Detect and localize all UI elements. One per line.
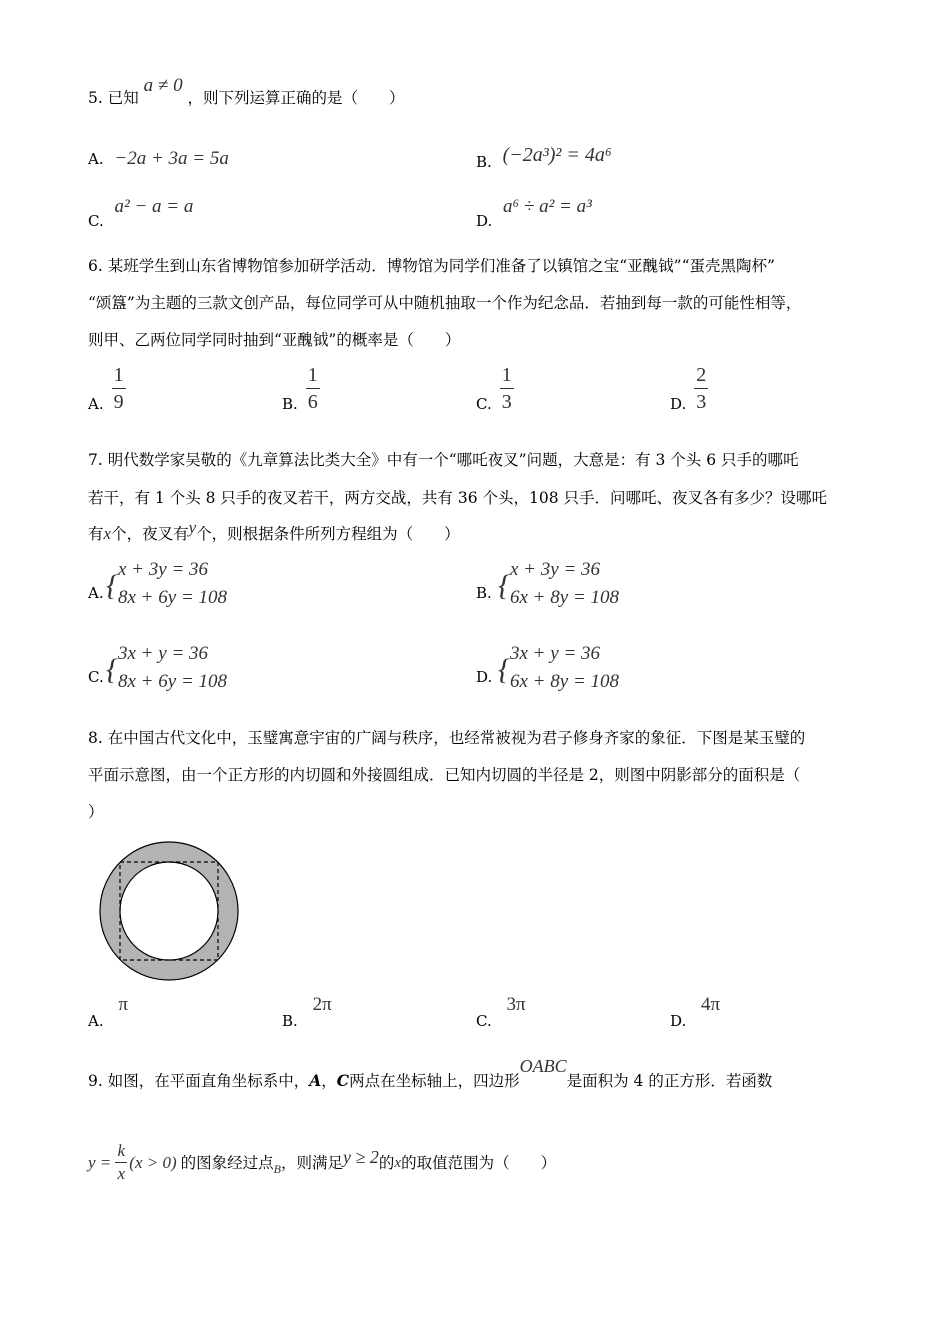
- q6-option-c[interactable]: [476, 364, 514, 413]
- fraction: $\frac{1}{3}$: [501, 364, 512, 413]
- function-domain: (x > 0): [129, 1152, 177, 1172]
- option-label: D.: [476, 212, 493, 230]
- option-label: A.: [88, 584, 104, 602]
- var-y: y: [188, 518, 197, 537]
- q5-option-d-expr: a⁶ ÷ a² = a³: [503, 196, 592, 217]
- option-label: A.: [88, 1012, 104, 1030]
- equation-system: { 3x + y = 36 6x + 8y = 108: [510, 640, 619, 696]
- q8-option-c[interactable]: [476, 994, 526, 1030]
- q5-stem: [88, 75, 405, 108]
- option-label: A.: [88, 150, 104, 168]
- shaded-ring: [100, 842, 238, 980]
- fraction: $\frac{1}{6}$: [307, 364, 318, 413]
- q5-option-c[interactable]: [88, 196, 194, 230]
- q8-line-3: ）: [88, 803, 104, 821]
- option-label: C.: [476, 1012, 492, 1030]
- fraction: $\frac{2}{3}$: [696, 364, 707, 413]
- option-label: C.: [88, 212, 104, 230]
- point-b: B: [273, 1161, 281, 1176]
- option-label: D.: [476, 668, 493, 686]
- q5-option-a[interactable]: [88, 148, 229, 170]
- q6-line-3: 则甲、乙两位同学同时抽到“亚醜钺”的概率是（ ）: [88, 331, 461, 349]
- brace-icon: {: [498, 653, 510, 686]
- option-label: B.: [282, 395, 298, 413]
- q5-option-b[interactable]: [476, 144, 612, 171]
- inequality: y ≥ 2: [343, 1146, 379, 1167]
- option-value: 4π: [701, 994, 721, 1015]
- q9-line-2: y = $\frac{k}{x}$ (x > 0) 的图象经过点 B ，则满足 y ≥ 2 的 x 的取值范围为（ ）: [88, 1141, 557, 1183]
- option-value: 3π: [506, 994, 526, 1015]
- option-value: 2π: [312, 994, 332, 1015]
- point-a: A: [309, 1071, 322, 1090]
- function-lhs: y =: [88, 1152, 112, 1172]
- option-label: D.: [670, 1012, 687, 1030]
- equation-system: { 3x + y = 36 8x + 6y = 108: [118, 640, 227, 696]
- q7-line-2: 若干，有 1 个头 8 只手的夜叉若干，两方交战，共有 36 个头，108 只手．问哪吒、夜叉各有多少？设哪吒: [88, 489, 828, 507]
- q5-option-b-expr: (−2a³)² = 4a⁶: [502, 144, 612, 166]
- shape-oabc: OABC: [519, 1056, 567, 1076]
- q6-option-d[interactable]: [670, 364, 708, 413]
- q7-line-3: 有x个，夜叉有y个，则根据条件所列方程组为（ ）: [88, 518, 460, 543]
- q6-option-b[interactable]: [282, 364, 320, 413]
- option-label: C.: [476, 395, 492, 413]
- q6-line-1: 6. 某班学生到山东省博物馆参加研学活动．博物馆为同学们准备了以镇馆之宝“亚醜钺”“蛋壳黑陶杯”: [88, 257, 775, 275]
- brace-icon: {: [106, 653, 118, 686]
- brace-icon: {: [498, 569, 510, 602]
- option-label: B.: [476, 153, 492, 171]
- equation-system: { x + 3y = 36 8x + 6y = 108: [118, 556, 227, 612]
- option-label: C.: [88, 668, 104, 686]
- equation-system: { x + 3y = 36 6x + 8y = 108: [510, 556, 619, 612]
- q8-line-1: 8. 在中国古代文化中，玉璧寓意宇宙的广阔与秩序，也经常被视为君子修身齐家的象征．下图是某玉璧的: [88, 729, 806, 747]
- q5-option-c-expr: a² − a = a: [114, 196, 194, 217]
- q5-text-a: 5. 已知: [88, 89, 139, 107]
- q8-option-d[interactable]: [670, 994, 721, 1030]
- option-label: A.: [88, 395, 104, 413]
- jade-disc-figure: [98, 840, 240, 982]
- q5-option-d[interactable]: [476, 196, 592, 230]
- brace-icon: {: [106, 569, 118, 602]
- fraction: $\frac{1}{9}$: [113, 364, 124, 413]
- q8-option-a[interactable]: [88, 994, 128, 1030]
- option-value: π: [118, 994, 128, 1015]
- q7-line-1: 7. 明代数学家吴敬的《九章算法比类大全》中有一个“哪吒夜叉”问题，大意是：有 3 个头 6 只手的哪吒: [88, 451, 799, 469]
- option-label: D.: [670, 395, 687, 413]
- var-x: x: [394, 1154, 402, 1171]
- q6-line-2: “颂簋”为主题的三款文创产品，每位同学可从中随机抽取一个作为纪念品．若抽到每一款的可能性相等，: [88, 294, 802, 312]
- q6-option-a[interactable]: [88, 364, 126, 413]
- q8-line-2: 平面示意图，由一个正方形的内切圆和外接圆组成．已知内切圆的半径是 2，则图中阴影部分的面积是（: [88, 766, 801, 784]
- option-label: B.: [282, 1012, 298, 1030]
- q5-text-b: ，则下列运算正确的是（ ）: [187, 89, 405, 107]
- point-c: C: [336, 1071, 350, 1090]
- q5-condition: a ≠ 0: [143, 75, 183, 96]
- q8-option-b[interactable]: [282, 994, 332, 1030]
- q9-line-1: 9. 如图，在平面直角坐标系中，A，C两点在坐标轴上，四边形OABC是面积为 4 的正方形．若函数: [88, 1056, 773, 1090]
- q5-option-a-expr: −2a + 3a = 5a: [114, 148, 229, 169]
- option-label: B.: [476, 584, 492, 602]
- var-x: x: [103, 524, 112, 543]
- function-fraction: $\frac{k}{x}$: [115, 1142, 127, 1183]
